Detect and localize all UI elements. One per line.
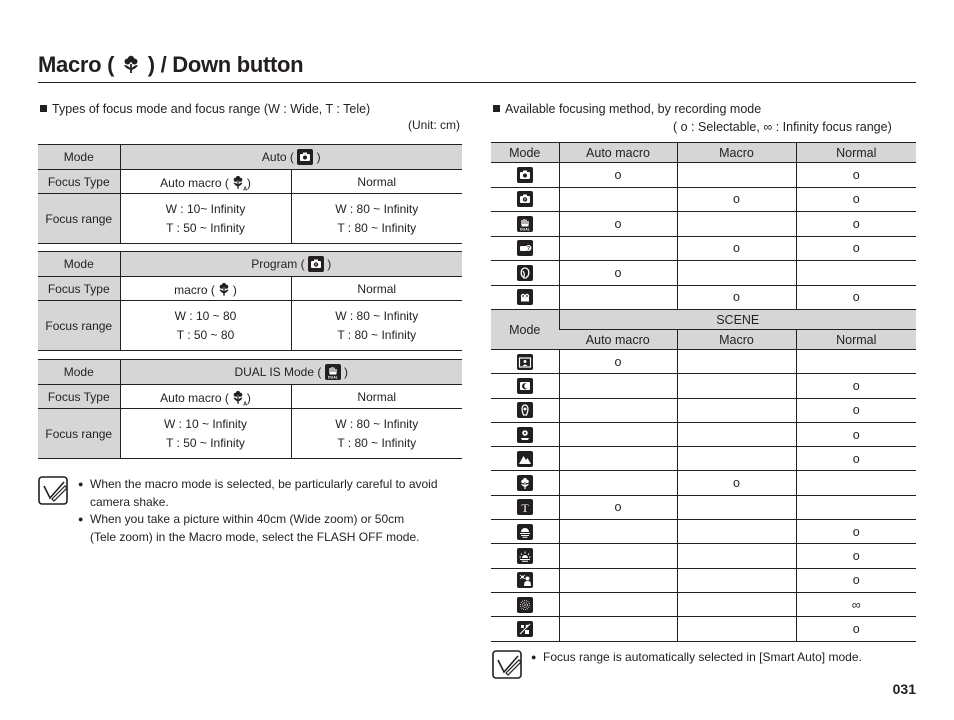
mode-icon-cell: [491, 285, 559, 310]
dual-is-icon: [517, 216, 533, 232]
focus-range-label: Focus range: [38, 409, 120, 459]
availability-cell: [559, 592, 677, 616]
title-suffix: ) / Down button: [147, 52, 304, 77]
availability-cell: [796, 495, 916, 519]
table-row: [491, 212, 916, 237]
focus-type-a: Auto macro ( A ): [120, 385, 291, 409]
backlight-icon: [517, 572, 533, 588]
svg-text:P: P: [314, 263, 318, 267]
mode-label: Mode: [38, 252, 120, 277]
availability-cell: o: [796, 398, 916, 422]
column-header: Mode: [491, 143, 559, 163]
availability-cell: o: [559, 163, 677, 188]
memo-note-icon: [38, 476, 70, 506]
focus-type-b: Normal: [291, 385, 462, 409]
availability-cell: ∞: [796, 592, 916, 616]
table-row: [491, 285, 916, 310]
availability-cell: [559, 544, 677, 568]
children-icon: [517, 427, 533, 443]
scene-column-header: Macro: [677, 330, 796, 350]
scene-mode-label: Mode: [491, 310, 559, 350]
table-row: [491, 617, 916, 641]
scene-icon-cell: [491, 592, 559, 616]
svg-text:P: P: [523, 198, 526, 203]
availability-cell: [677, 520, 796, 544]
column-header: Auto macro: [559, 143, 677, 163]
availability-cell: o: [796, 447, 916, 471]
focus-type-label: Focus Type: [38, 385, 120, 409]
availability-cell: o: [796, 568, 916, 592]
scene-column-header: Auto macro: [559, 330, 677, 350]
note-item: ● When you take a picture within 40cm (Wide zoom) or 50cm (Tele zoom) in the Macro mode, select the FLASH OFF mode.: [78, 511, 458, 546]
table-row: [491, 187, 916, 212]
focus-type-b: Normal: [291, 170, 462, 194]
mode-icon-cell: [491, 261, 559, 286]
mode-value: DUAL IS Mode ( DUAL ): [120, 360, 462, 385]
title-prefix: Macro (: [38, 52, 115, 77]
availability-cell: [677, 163, 796, 188]
page-number: 031: [892, 681, 916, 697]
mode-icon-cell: [491, 187, 559, 212]
table-row: [491, 495, 916, 519]
availability-cell: o: [677, 236, 796, 261]
beauty-shot-icon: [517, 265, 533, 281]
focus-type-label: Focus Type: [38, 277, 120, 301]
mode-label: Mode: [38, 145, 120, 170]
mode-icon-cell: [491, 212, 559, 237]
table-row: [491, 422, 916, 446]
availability-cell: o: [796, 374, 916, 398]
availability-cell: [677, 374, 796, 398]
availability-cell: [677, 617, 796, 641]
right-heading: Available focusing method, by recording mode: [493, 102, 761, 116]
table-row: [491, 350, 916, 374]
availability-cell: [796, 471, 916, 495]
availability-cell: [559, 398, 677, 422]
availability-cell: [559, 617, 677, 641]
availability-cell: o: [796, 617, 916, 641]
camera-program-icon: [517, 191, 533, 207]
focus-range-b: W : 80 ~ Infinity T : 80 ~ Infinity: [291, 301, 462, 351]
availability-cell: [677, 495, 796, 519]
scene-label: SCENE: [559, 310, 916, 330]
scene-icon-cell: [491, 398, 559, 422]
macro-flower-icon: [215, 280, 233, 298]
beach-snow-icon: [517, 621, 533, 637]
availability-cell: o: [559, 495, 677, 519]
mode-icon-cell: [491, 236, 559, 261]
availability-cell: [677, 422, 796, 446]
dual-is-icon: [325, 364, 341, 380]
scene-icon-cell: [491, 568, 559, 592]
availability-cell: [559, 471, 677, 495]
availability-cell: [677, 350, 796, 374]
availability-cell: [559, 285, 677, 310]
focus-range-a: W : 10 ~ Infinity T : 50 ~ Infinity: [120, 409, 291, 459]
square-bullet-icon: [493, 105, 500, 112]
frame-guide-icon: [517, 354, 533, 370]
scene-icon-cell: [491, 544, 559, 568]
table-row: [491, 261, 916, 286]
table-row: [491, 520, 916, 544]
svg-text:DUAL: DUAL: [519, 227, 530, 232]
auto-macro-icon: [229, 388, 247, 406]
memo-note-icon: [492, 650, 524, 680]
focus-range-label: Focus range: [38, 194, 120, 244]
scene-icon-cell: [491, 447, 559, 471]
camera-program-icon: [308, 256, 324, 272]
availability-cell: [677, 544, 796, 568]
svg-text:T: T: [521, 501, 529, 516]
auto-macro-icon: [229, 173, 247, 191]
camera-auto-icon: [297, 149, 313, 165]
focus-range-b: W : 80 ~ Infinity T : 80 ~ Infinity: [291, 194, 462, 244]
note-item: ● When the macro mode is selected, be particularly careful to avoid camera shake.: [78, 476, 458, 511]
table-row: [491, 163, 916, 188]
availability-cell: [796, 350, 916, 374]
table-row: [491, 568, 916, 592]
availability-cell: [559, 374, 677, 398]
right-notes: [531, 649, 911, 667]
availability-cell: [559, 568, 677, 592]
focus-type-label: Focus Type: [38, 170, 120, 194]
recording-mode-table: [491, 142, 916, 642]
table-row: [491, 544, 916, 568]
availability-cell: [677, 592, 796, 616]
firework-icon: [517, 597, 533, 613]
availability-cell: [559, 187, 677, 212]
availability-cell: [559, 422, 677, 446]
availability-cell: o: [677, 471, 796, 495]
table-row: [491, 447, 916, 471]
availability-cell: o: [796, 187, 916, 212]
macro-flower-icon: [120, 53, 142, 75]
availability-cell: o: [796, 236, 916, 261]
photo-help-icon: [517, 240, 533, 256]
focus-range-a: W : 10 ~ 80 T : 50 ~ 80: [120, 301, 291, 351]
availability-cell: [796, 261, 916, 286]
mode-label: Mode: [38, 360, 120, 385]
scene-column-header: Normal: [796, 330, 916, 350]
scene-icon-cell: [491, 495, 559, 519]
availability-cell: [559, 447, 677, 471]
portrait-icon: [517, 402, 533, 418]
left-heading: Types of focus mode and focus range (W : Wide, T : Tele): [40, 102, 370, 116]
scene-icon-cell: [491, 350, 559, 374]
note-item: ● Focus range is automatically selected in [Smart Auto] mode.: [531, 649, 911, 667]
night-icon: [517, 378, 533, 394]
scene-icon-cell: [491, 617, 559, 641]
availability-cell: [677, 212, 796, 237]
sunset-icon: [517, 524, 533, 540]
availability-cell: o: [677, 285, 796, 310]
availability-cell: o: [796, 285, 916, 310]
page-title: [38, 52, 303, 78]
movie-icon: [517, 289, 533, 305]
column-header: Normal: [796, 143, 916, 163]
focus-mode-table: [38, 359, 462, 459]
focus-range-a: W : 10~ Infinity T : 50 ~ Infinity: [120, 194, 291, 244]
table-row: [491, 471, 916, 495]
availability-cell: [677, 447, 796, 471]
availability-cell: [559, 520, 677, 544]
availability-cell: o: [559, 350, 677, 374]
square-bullet-icon: [40, 105, 47, 112]
unit-label: (Unit: cm): [408, 118, 460, 132]
mode-value: Program ( P ): [120, 252, 462, 277]
camera-auto-icon: [517, 167, 533, 183]
focus-type-b: Normal: [291, 277, 462, 301]
close-up-icon: [517, 475, 533, 491]
scene-icon-cell: [491, 520, 559, 544]
svg-text:A: A: [242, 400, 247, 406]
title-divider: [38, 82, 916, 83]
legend-line: ( o : Selectable, ∞ : Infinity focus range): [673, 120, 892, 134]
svg-text:A: A: [242, 185, 247, 191]
table-row: [491, 236, 916, 261]
availability-cell: o: [559, 261, 677, 286]
focus-type-a: macro ( ): [120, 277, 291, 301]
dawn-icon: [517, 548, 533, 564]
focus-type-a: Auto macro ( A ): [120, 170, 291, 194]
availability-cell: o: [559, 212, 677, 237]
availability-cell: o: [796, 212, 916, 237]
mode-value: Auto ( ): [120, 145, 462, 170]
mode-icon-cell: [491, 163, 559, 188]
focus-range-label: Focus range: [38, 301, 120, 351]
table-row: [491, 374, 916, 398]
availability-cell: o: [796, 163, 916, 188]
availability-cell: o: [677, 187, 796, 212]
focus-mode-table: [38, 251, 462, 351]
availability-cell: o: [796, 422, 916, 446]
availability-cell: [677, 568, 796, 592]
availability-cell: [677, 398, 796, 422]
focus-range-b: W : 80 ~ Infinity T : 80 ~ Infinity: [291, 409, 462, 459]
scene-icon-cell: [491, 471, 559, 495]
scene-icon-cell: [491, 374, 559, 398]
availability-cell: o: [796, 520, 916, 544]
scene-icon-cell: [491, 422, 559, 446]
left-notes: [78, 476, 458, 546]
column-header: Macro: [677, 143, 796, 163]
table-row: [491, 592, 916, 616]
availability-cell: o: [796, 544, 916, 568]
svg-text:DUAL: DUAL: [327, 375, 338, 380]
availability-cell: [677, 261, 796, 286]
focus-mode-table: [38, 144, 462, 244]
text-icon: [517, 499, 533, 515]
landscape-icon: [517, 451, 533, 467]
svg-text:?: ?: [526, 246, 530, 253]
table-row: [491, 398, 916, 422]
availability-cell: [559, 236, 677, 261]
